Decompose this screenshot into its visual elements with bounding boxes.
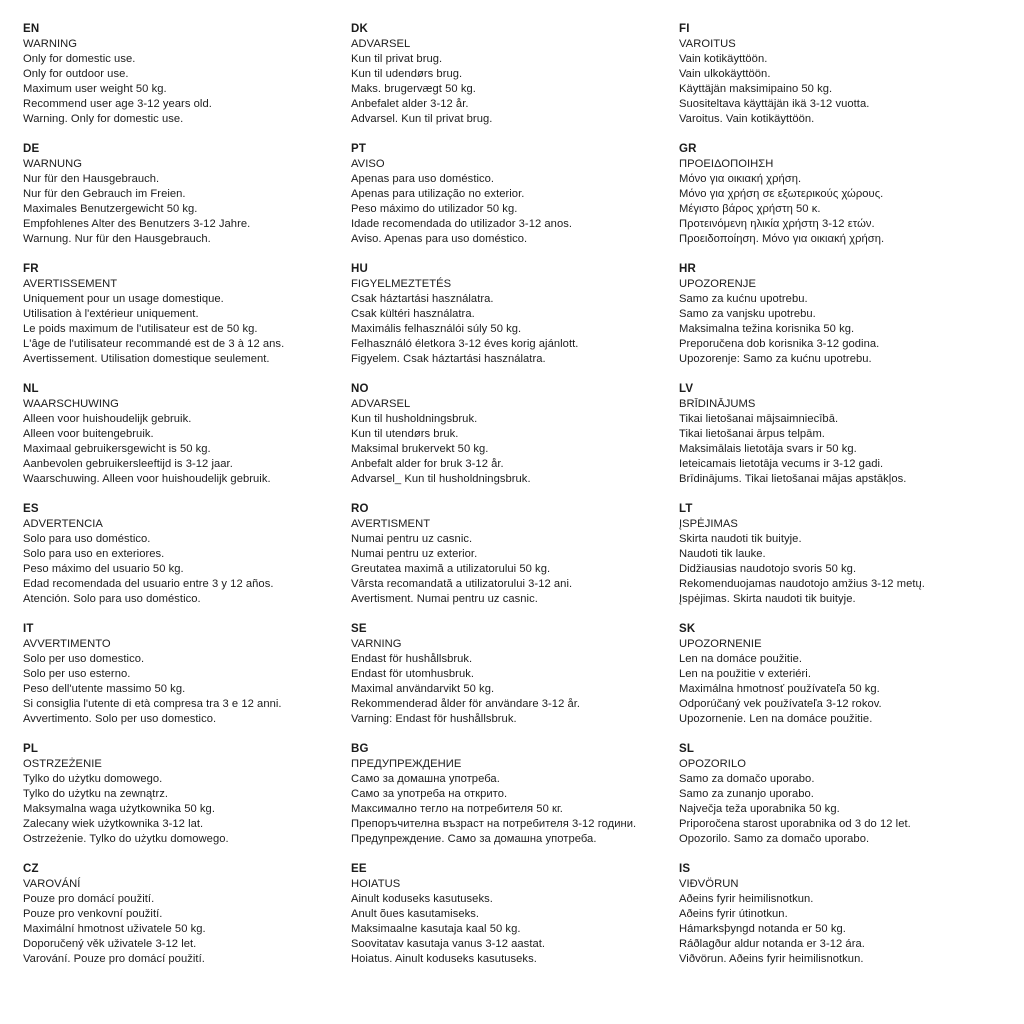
warning-line: Uniquement pour un usage domestique.: [23, 293, 224, 305]
warning-line: Priporočena starost uporabnika od 3 do 12 let.: [679, 818, 911, 830]
warning-line: Alleen voor huishoudelijk gebruik.: [23, 413, 192, 425]
warning-heading: AVISO: [351, 158, 385, 170]
language-code: ES: [23, 503, 39, 515]
language-block: [23, 502, 353, 622]
warning-line: Varoitus. Vain kotikäyttöön.: [679, 113, 815, 125]
language-block: [23, 742, 353, 862]
warning-line: Aanbevolen gebruikersleeftijd is 3-12 jaar.: [23, 458, 233, 470]
language-block: [351, 502, 681, 622]
warning-line: Samo za zunanjo uporabo.: [679, 788, 814, 800]
warning-line: Warning. Only for domestic use.: [23, 113, 184, 125]
warning-line: Ainult koduseks kasutuseks.: [351, 893, 493, 905]
warning-line: Maksimaalne kasutaja kaal 50 kg.: [351, 923, 521, 935]
language-code: FI: [679, 23, 690, 35]
language-code: RO: [351, 503, 369, 515]
language-column: [679, 22, 1009, 982]
warning-line: Only for domestic use.: [23, 53, 136, 65]
warning-line: Edad recomendada del usuario entre 3 y 12 años.: [23, 578, 274, 590]
warning-heading: OPOZORILO: [679, 758, 746, 770]
language-code: CZ: [23, 863, 39, 875]
language-code: EN: [23, 23, 40, 35]
warning-line: Solo para uso doméstico.: [23, 533, 151, 545]
warning-line: Warnung. Nur für den Hausgebrauch.: [23, 233, 211, 245]
warning-line: Maximálna hmotnosť používateľa 50 kg.: [679, 683, 880, 695]
warning-heading: HOIATUS: [351, 878, 401, 890]
warning-line: Tylko do użytku domowego.: [23, 773, 163, 785]
warning-line: Solo para uso en exteriores.: [23, 548, 165, 560]
warning-line: Hámarksþyngd notanda er 50 kg.: [679, 923, 846, 935]
warning-line: Solo per uso domestico.: [23, 653, 145, 665]
warning-line: Endast för hushållsbruk.: [351, 653, 473, 665]
warning-line: Viðvörun. Aðeins fyrir heimilisnotkun.: [679, 953, 864, 965]
warning-line: Ostrzeżenie. Tylko do użytku domowego.: [23, 833, 229, 845]
language-block: [23, 382, 353, 502]
warning-line: Varning: Endast för hushållsbruk.: [351, 713, 517, 725]
language-block: [23, 22, 353, 142]
warning-heading: AVERTISMENT: [351, 518, 431, 530]
warning-line: Utilisation à l'extérieur uniquement.: [23, 308, 199, 320]
warning-heading: ПРЕДУПРЕЖДЕНИЕ: [351, 758, 462, 770]
language-code: EE: [351, 863, 367, 875]
warning-line: Advarsel_ Kun til husholdningsbruk.: [351, 473, 531, 485]
warning-line: Numai pentru uz casnic.: [351, 533, 473, 545]
language-block: [23, 862, 353, 982]
warning-line: Προειδοποίηση. Μόνο για οικιακή χρήση.: [679, 233, 885, 245]
warning-line: Idade recomendada do utilizador 3-12 anos.: [351, 218, 573, 230]
warning-line: Tikai lietošanai mājsaimniecībā.: [679, 413, 839, 425]
warning-line: Maximal användarvikt 50 kg.: [351, 683, 495, 695]
warning-line: Csak kültéri használatra.: [351, 308, 475, 320]
warning-line: Предупреждение. Само за домашна употреба.: [351, 833, 597, 845]
warning-heading: OSTRZEŻENIE: [23, 758, 102, 770]
warning-line: Pouze pro venkovní použití.: [23, 908, 163, 920]
warning-line: Len na domáce použitie.: [679, 653, 803, 665]
language-block: [351, 742, 681, 862]
language-code: DK: [351, 23, 369, 35]
warning-line: Aðeins fyrir útinotkun.: [679, 908, 788, 920]
language-block: [351, 862, 681, 982]
language-block: [679, 382, 1009, 502]
warning-line: Maksimal brukervekt 50 kg.: [351, 443, 489, 455]
warning-heading: ADVERTENCIA: [23, 518, 103, 530]
language-block: [351, 262, 681, 382]
warning-line: Максимално тегло на потребителя 50 кг.: [351, 803, 563, 815]
warning-line: Само за употреба на открито.: [351, 788, 508, 800]
warning-line: Προτεινόμενη ηλικία χρήστη 3-12 ετών.: [679, 218, 875, 230]
warning-line: Opozorilo. Samo za domačo uporabo.: [679, 833, 870, 845]
warning-line: Peso máximo do utilizador 50 kg.: [351, 203, 518, 215]
language-block: [351, 622, 681, 742]
warning-line: Само за домашна употреба.: [351, 773, 500, 785]
warning-line: Vârsta recomandată a utilizatorului 3-12 ani.: [351, 578, 573, 590]
warning-heading: VARNING: [351, 638, 402, 650]
warning-heading: FIGYELMEZTETÉS: [351, 278, 452, 290]
warning-line: Apenas para uso doméstico.: [351, 173, 495, 185]
language-code: SE: [351, 623, 367, 635]
warning-line: Only for outdoor use.: [23, 68, 129, 80]
warning-line: Numai pentru uz exterior.: [351, 548, 478, 560]
language-code: HU: [351, 263, 369, 275]
warning-line: Maximales Benutzergewicht 50 kg.: [23, 203, 198, 215]
warning-line: Avertisment. Numai pentru uz casnic.: [351, 593, 538, 605]
warning-line: Vain ulkokäyttöön.: [679, 68, 771, 80]
language-code: BG: [351, 743, 369, 755]
warning-heading: VAROITUS: [679, 38, 736, 50]
language-block: [679, 862, 1009, 982]
warning-heading: WAARSCHUWING: [23, 398, 119, 410]
language-column: [351, 22, 681, 982]
warning-line: Tylko do użytku na zewnątrz.: [23, 788, 169, 800]
warning-line: Rekomenduojamas naudotojo amžius 3-12 metų.: [679, 578, 925, 590]
warning-line: Avertissement. Utilisation domestique seulement.: [23, 353, 270, 365]
warning-line: Maximaal gebruikersgewicht is 50 kg.: [23, 443, 211, 455]
warning-line: Upozorenje: Samo za kućnu upotrebu.: [679, 353, 872, 365]
language-code: HR: [679, 263, 697, 275]
warning-heading: VAROVÁNÍ: [23, 878, 81, 890]
warning-line: Anbefalt alder for bruk 3-12 år.: [351, 458, 504, 470]
language-block: [679, 142, 1009, 262]
warning-line: Recommend user age 3-12 years old.: [23, 98, 212, 110]
warning-line: Csak háztartási használatra.: [351, 293, 494, 305]
warning-line: Kun til privat brug.: [351, 53, 443, 65]
warning-line: Peso dell'utente massimo 50 kg.: [23, 683, 186, 695]
warning-line: Endast för utomhusbruk.: [351, 668, 475, 680]
warning-line: Μόνο για οικιακή χρήση.: [679, 173, 802, 185]
warning-line: Kun til husholdningsbruk.: [351, 413, 478, 425]
language-block: [23, 622, 353, 742]
language-code: IS: [679, 863, 691, 875]
warning-line: Maksimālais lietotāja svars ir 50 kg.: [679, 443, 857, 455]
language-code: SL: [679, 743, 695, 755]
warning-line: Kun til udendørs brug.: [351, 68, 463, 80]
language-code: LV: [679, 383, 694, 395]
warning-heading: ĮSPĖJIMAS: [679, 518, 738, 530]
warning-line: Pouze pro domácí použití.: [23, 893, 155, 905]
warning-line: Soovitatav kasutaja vanus 3-12 aastat.: [351, 938, 546, 950]
warning-line: Nur für den Gebrauch im Freien.: [23, 188, 186, 200]
warning-line: Μέγιστο βάρος χρήστη 50 κ.: [679, 203, 821, 215]
warning-line: Empfohlenes Alter des Benutzers 3-12 Jahre.: [23, 218, 251, 230]
warning-line: Samo za vanjsku upotrebu.: [679, 308, 816, 320]
warning-line: Naudoti tik lauke.: [679, 548, 766, 560]
warning-heading: VIÐVÖRUN: [679, 878, 739, 890]
warning-line: Peso máximo del usuario 50 kg.: [23, 563, 184, 575]
warning-line: L'âge de l'utilisateur recommandé est de 3 à 12 ans.: [23, 338, 285, 350]
warning-line: Ieteicamais lietotāja vecums ir 3-12 gadi.: [679, 458, 884, 470]
warning-line: Kun til utendørs bruk.: [351, 428, 459, 440]
warning-heading: UPOZORENJE: [679, 278, 756, 290]
language-block: [23, 142, 353, 262]
language-block: [679, 742, 1009, 862]
language-code: PL: [23, 743, 39, 755]
warning-line: Waarschuwing. Alleen voor huishoudelijk gebruik.: [23, 473, 271, 485]
warning-heading: WARNUNG: [23, 158, 82, 170]
warning-line: Brīdinājums. Tikai lietošanai mājas apstākļos.: [679, 473, 907, 485]
language-code: LT: [679, 503, 693, 515]
warning-line: Įspėjimas. Skirta naudoti tik buityje.: [679, 593, 856, 605]
warning-line: Samo za kućnu upotrebu.: [679, 293, 808, 305]
warning-heading: ADVARSEL: [351, 38, 411, 50]
language-column: [23, 22, 353, 982]
warning-line: Greutatea maximă a utilizatorului 50 kg.: [351, 563, 551, 575]
warning-line: Suositeltava käyttäjän ikä 3-12 vuotta.: [679, 98, 870, 110]
warning-line: Advarsel. Kun til privat brug.: [351, 113, 493, 125]
warning-heading: ADVARSEL: [351, 398, 411, 410]
language-code: PT: [351, 143, 367, 155]
warning-heading: WARNING: [23, 38, 78, 50]
warning-label-grid: [0, 22, 1024, 1002]
language-block: [679, 262, 1009, 382]
warning-line: Maximális felhasználói súly 50 kg.: [351, 323, 522, 335]
warning-line: Alleen voor buitengebruik.: [23, 428, 154, 440]
warning-line: Hoiatus. Ainult koduseks kasutuseks.: [351, 953, 537, 965]
warning-line: Anbefalet alder 3-12 år.: [351, 98, 469, 110]
language-code: NO: [351, 383, 369, 395]
warning-line: Skirta naudoti tik buityje.: [679, 533, 802, 545]
warning-line: Apenas para utilização no exterior.: [351, 188, 525, 200]
warning-line: Rekommenderad ålder för användare 3-12 år.: [351, 698, 581, 710]
warning-line: Doporučený věk uživatele 3-12 let.: [23, 938, 197, 950]
warning-line: Si consiglia l'utente di età compresa tra 3 e 12 anni.: [23, 698, 282, 710]
warning-line: Figyelem. Csak háztartási használatra.: [351, 353, 546, 365]
language-code: DE: [23, 143, 40, 155]
warning-line: Samo za domačo uporabo.: [679, 773, 815, 785]
warning-line: Len na použitie v exteriéri.: [679, 668, 811, 680]
warning-line: Käyttäjän maksimipaino 50 kg.: [679, 83, 833, 95]
warning-line: Največja teža uporabnika 50 kg.: [679, 803, 840, 815]
warning-line: Le poids maximum de l'utilisateur est de 50 kg.: [23, 323, 258, 335]
warning-line: Maksimalna težina korisnika 50 kg.: [679, 323, 855, 335]
warning-line: Maximální hmotnost uživatele 50 kg.: [23, 923, 206, 935]
language-code: SK: [679, 623, 696, 635]
language-code: IT: [23, 623, 34, 635]
warning-line: Vain kotikäyttöön.: [679, 53, 768, 65]
warning-heading: AVVERTIMENTO: [23, 638, 111, 650]
warning-line: Ráðlagður aldur notanda er 3-12 ára.: [679, 938, 865, 950]
warning-line: Nur für den Hausgebrauch.: [23, 173, 160, 185]
warning-line: Solo per uso esterno.: [23, 668, 131, 680]
warning-line: Odporúčaný vek používateľa 3-12 rokov.: [679, 698, 882, 710]
language-block: [679, 502, 1009, 622]
language-code: GR: [679, 143, 697, 155]
warning-heading: UPOZORNENIE: [679, 638, 762, 650]
warning-heading: BRĪDINĀJUMS: [679, 398, 756, 410]
warning-line: Felhasználó életkora 3-12 éves korig ajánlott.: [351, 338, 579, 350]
warning-line: Aðeins fyrir heimilisnotkun.: [679, 893, 814, 905]
language-code: NL: [23, 383, 39, 395]
language-block: [351, 22, 681, 142]
warning-line: Avvertimento. Solo per uso domestico.: [23, 713, 217, 725]
warning-line: Maksymalna waga użytkownika 50 kg.: [23, 803, 215, 815]
language-block: [679, 622, 1009, 742]
warning-heading: ΠΡΟΕΙΔΟΠΟΙΗΣΗ: [679, 158, 774, 170]
language-block: [351, 142, 681, 262]
warning-line: Upozornenie. Len na domáce použitie.: [679, 713, 873, 725]
warning-line: Didžiausias naudotojo svoris 50 kg.: [679, 563, 857, 575]
warning-line: Aviso. Apenas para uso doméstico.: [351, 233, 528, 245]
warning-line: Maks. brugervægt 50 kg.: [351, 83, 476, 95]
language-code: FR: [23, 263, 39, 275]
language-block: [351, 382, 681, 502]
warning-line: Preporučena dob korisnika 3-12 godina.: [679, 338, 880, 350]
warning-line: Atención. Solo para uso doméstico.: [23, 593, 201, 605]
language-block: [679, 22, 1009, 142]
warning-line: Anult õues kasutamiseks.: [351, 908, 480, 920]
language-block: [23, 262, 353, 382]
warning-line: Zalecany wiek użytkownika 3-12 lat.: [23, 818, 204, 830]
warning-line: Maximum user weight 50 kg.: [23, 83, 167, 95]
warning-heading: AVERTISSEMENT: [23, 278, 118, 290]
warning-line: Μόνο για χρήση σε εξωτερικούς χώρους.: [679, 188, 884, 200]
warning-line: Tikai lietošanai ārpus telpām.: [679, 428, 825, 440]
warning-line: Varování. Pouze pro domácí použití.: [23, 953, 205, 965]
warning-line: Препоръчителна възраст на потребителя 3-12 години.: [351, 818, 637, 830]
